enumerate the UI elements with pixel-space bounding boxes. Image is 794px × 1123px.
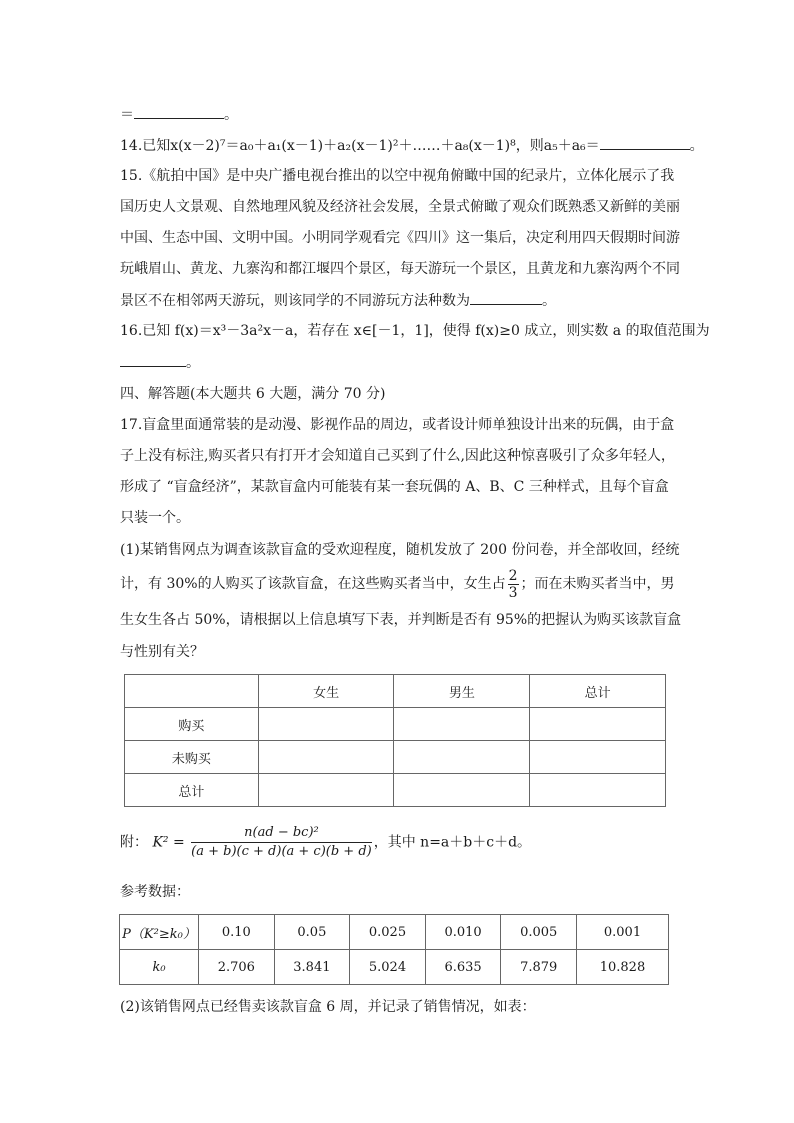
table-row [125,741,666,774]
question-15-line-3: 中国、生态中国、文明中国。小明同学观看完《四川》这一集后，决定利用四天假期时间游 [120,230,680,246]
question-16-line-1: 16.已知 f(x)＝x³－3a²x－a，若存在 x∈[－1，1]，使得 f(x)≥0 成立，则实数 a 的取值范围为 [120,323,710,339]
table-cell[interactable] [530,708,666,741]
table-header-cell: 男生 [394,675,530,708]
question-17-line-4: 只装一个。 [120,510,190,526]
fraction-two-thirds: $\frac{2}{3}$ [508,567,518,601]
answer-blank[interactable] [600,135,690,150]
table-cell: 0.005 [501,915,577,950]
question-15-line-4: 玩峨眉山、黄龙、九寨沟和都江堰四个景区，每天游玩一个景区，且黄龙和九寨沟两个不同 [120,261,680,277]
table-cell: 0.001 [576,915,668,950]
contingency-table [124,674,666,807]
table-cell: 10.828 [576,950,668,985]
row-label: 购买 [125,708,259,741]
section-title: 四、解答题(本大题共 6 大题，满分 70 分) [120,386,386,402]
question-15-line-5: 景区不在相邻两天游玩，则该同学的不同游玩方法种数为 。 [120,290,680,311]
table-cell: 7.879 [501,950,577,985]
question-17-line-3: 形成了 “盲盒经济”，某款盲盒内可能装有某一套玩偶的 A、B、C 三种样式，且每个盲盒 [120,479,669,495]
table-cell: 3.841 [274,950,350,985]
table-header-cell: 女生 [258,675,394,708]
table-row [120,915,669,950]
row-label: 总计 [125,774,259,807]
part1-line-2: 计，有 30%的人购买了该款盲盒，在这些购买者当中，女生占 $\frac{2}{3}$ ；而在未购买者当中，男 [120,567,675,601]
answer-blank[interactable] [470,290,542,305]
critical-value-table [119,914,669,985]
question-14: 14.已知x(x－2)⁷＝a₀＋a₁(x－1)＋a₂(x－1)²＋……＋a₈(x－1)⁸，则a₅＋a₆＝ 。 [120,135,680,156]
question-15-line-1: 15.《航拍中国》是中央广播电视台推出的以空中视角俯瞰中国的纪录片，立体化展示了我 [120,168,675,184]
table-cell[interactable] [394,741,530,774]
part2-line: (2)该销售网点已经售卖该款盲盒 6 周，并记录了销售情况，如表： [120,999,536,1015]
table-cell[interactable] [258,741,394,774]
table-cell: 0.025 [350,915,426,950]
table-cell: 0.10 [199,915,275,950]
table-row [125,774,666,807]
formula-fraction: $\frac{\text{n(ad − bc)²}}{(a + b)(c + d)(a + c)(b + d)}$ [191,825,372,859]
question-16-line-2: 。 [120,352,680,373]
row-label: 未购买 [125,741,259,774]
question-15-line-2: 国历史人文景观、自然地理风貌及经济社会发展，全景式俯瞰了观众们既熟悉又新鲜的美丽 [120,199,680,215]
q13-answer-line: ＝ 。 [120,104,680,125]
part1-line-3: 生女生各占 50%，请根据以上信息填写下表，并判断是否有 95%的把握认为购买该款盲盒 [120,612,682,628]
part1-line-4: 与性别有关？ [120,644,204,660]
answer-blank[interactable] [134,104,224,119]
table-cell: 0.010 [425,915,501,950]
formula-lhs: K² = [152,834,185,851]
table-cell[interactable] [530,774,666,807]
reference-data-title: 参考数据： [120,884,190,900]
row-label: k₀ [120,950,199,985]
table-cell[interactable] [258,774,394,807]
k-squared-formula: 附： K² = $\frac{\text{n(ad − bc)²}}{(a + b)(c + d)(a + c)(b + d)}$ ，其中 n=a＋b＋c＋d。 [120,825,532,859]
part1-line-1: (1)某销售网点为调查该款盲盒的受欢迎程度，随机发放了 200 份问卷，并全部收回，经统 [120,542,680,558]
table-cell: 5.024 [350,950,426,985]
question-17-line-2: 子上没有标注,购买者只有打开才会知道自己买到了什么,因此这种惊喜吸引了众多年轻人， [120,448,675,464]
table-cell[interactable] [258,708,394,741]
table-row [125,708,666,741]
table-cell[interactable] [530,741,666,774]
equals-sign: ＝ [120,107,134,123]
question-17-line-1: 17.盲盒里面通常装的是动漫、影视作品的周边，或者设计师单独设计出来的玩偶，由于盒 [120,417,675,433]
table-header-cell: 总计 [530,675,666,708]
table-header-row [125,675,666,708]
table-cell: 6.635 [425,950,501,985]
table-cell[interactable] [394,708,530,741]
table-cell[interactable] [394,774,530,807]
table-corner-cell [125,675,259,708]
row-label: P（K²≥k₀） [120,915,199,950]
table-cell: 0.05 [274,915,350,950]
table-cell: 2.706 [199,950,275,985]
answer-blank[interactable] [120,352,186,367]
table-row [120,950,669,985]
